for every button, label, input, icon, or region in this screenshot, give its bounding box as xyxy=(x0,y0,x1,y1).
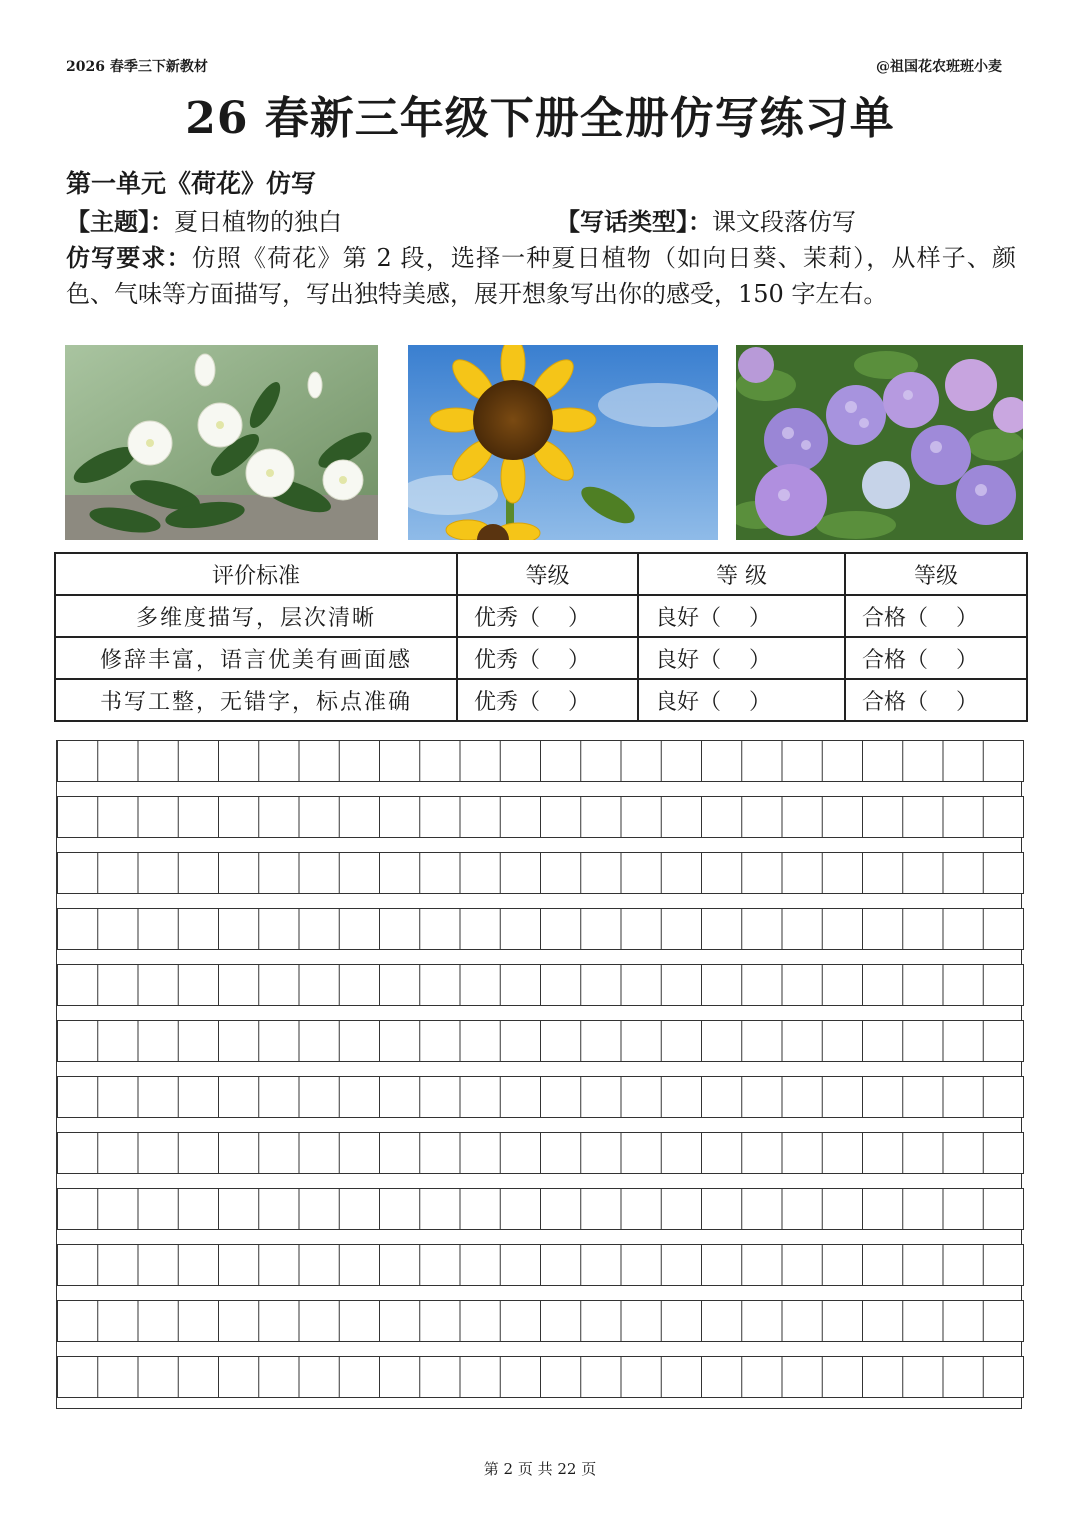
writing-grid[interactable] xyxy=(54,740,1026,1412)
table-row xyxy=(55,595,1027,637)
grid-row-spacer xyxy=(56,1061,1022,1076)
requirement-text: 仿照《荷花》第 2 段，选择一种夏日植物（如向日葵、茉莉），从样子、颜色、气味等方面描写，写出独特美感，展开想象写出你的感受，150 字左右。 xyxy=(66,244,1017,308)
header-right-text: @祖国花农班班小麦 xyxy=(876,59,1002,75)
grid-cells[interactable] xyxy=(56,1132,1024,1174)
grid-row-spacer xyxy=(56,1397,1022,1409)
grid-row[interactable] xyxy=(54,1244,1026,1300)
grid-cells[interactable] xyxy=(56,1244,1024,1286)
grade-good-cell[interactable]: 良好（ ） xyxy=(638,595,845,637)
grid-row-spacer xyxy=(56,1229,1022,1244)
grid-row[interactable] xyxy=(54,740,1026,796)
grid-row[interactable] xyxy=(54,796,1026,852)
grid-row[interactable] xyxy=(54,1020,1026,1076)
grid-row-spacer xyxy=(56,1117,1022,1132)
grid-cells[interactable] xyxy=(56,1356,1024,1398)
grid-cells[interactable] xyxy=(56,908,1024,950)
grade-excellent-cell[interactable]: 优秀（ ） xyxy=(457,637,638,679)
criterion-cell: 书写工整，无错字，标点准确 xyxy=(55,679,457,721)
header-criterion: 评价标准 xyxy=(55,553,457,595)
grade-good-cell[interactable]: 良好（ ） xyxy=(638,637,845,679)
grid-cells[interactable] xyxy=(56,1188,1024,1230)
grid-row[interactable] xyxy=(54,908,1026,964)
grid-row-spacer xyxy=(56,1285,1022,1300)
evaluation-table xyxy=(54,552,1028,722)
criterion-cell: 修辞丰富，语言优美有画面感 xyxy=(55,637,457,679)
sunflower-photo xyxy=(408,345,718,540)
grid-cells[interactable] xyxy=(56,1076,1024,1118)
page-title: 26 春新三年级下册全册仿写练习单 xyxy=(185,93,895,144)
grid-cells[interactable] xyxy=(56,1020,1024,1062)
writing-type-label: 【写话类型】： xyxy=(556,207,712,236)
header-left-text: 2026 春季三下新教材 xyxy=(66,59,208,75)
header-grade-1: 等级 xyxy=(457,553,638,595)
grid-row[interactable] xyxy=(54,1300,1026,1356)
writing-type-value: 课文段落仿写 xyxy=(712,208,856,236)
grid-row[interactable] xyxy=(54,1132,1026,1188)
grade-good-cell[interactable]: 良好（ ） xyxy=(638,679,845,721)
requirement-label: 仿写要求： xyxy=(66,243,192,272)
grid-row-spacer xyxy=(56,949,1022,964)
grid-row[interactable] xyxy=(54,1188,1026,1244)
grid-cells[interactable] xyxy=(56,1300,1024,1342)
page-footer: 第 2 页 共 22 页 xyxy=(483,1460,597,1478)
grid-cells[interactable] xyxy=(56,796,1024,838)
requirement-paragraph xyxy=(66,240,1016,312)
grid-row[interactable] xyxy=(54,852,1026,908)
table-row xyxy=(55,637,1027,679)
theme-label: 【主题】： xyxy=(66,207,174,236)
grade-excellent-cell[interactable]: 优秀（ ） xyxy=(457,595,638,637)
grade-pass-cell[interactable]: 合格（ ） xyxy=(845,637,1027,679)
gardenia-photo xyxy=(65,345,378,540)
grid-row[interactable] xyxy=(54,1356,1026,1412)
criterion-cell: 多维度描写，层次清晰 xyxy=(55,595,457,637)
grid-cells[interactable] xyxy=(56,852,1024,894)
grid-row-spacer xyxy=(56,1005,1022,1020)
grid-row-spacer xyxy=(56,1173,1022,1188)
grid-row-spacer xyxy=(56,837,1022,852)
grid-cells[interactable] xyxy=(56,740,1024,782)
grid-cells[interactable] xyxy=(56,964,1024,1006)
grade-pass-cell[interactable]: 合格（ ） xyxy=(845,679,1027,721)
grid-row[interactable] xyxy=(54,1076,1026,1132)
grade-excellent-cell[interactable]: 优秀（ ） xyxy=(457,679,638,721)
theme-value: 夏日植物的独白 xyxy=(174,208,342,236)
header-grade-3: 等级 xyxy=(845,553,1027,595)
hydrangea-photo xyxy=(736,345,1023,540)
grid-row-spacer xyxy=(56,1341,1022,1356)
grid-row-spacer xyxy=(56,781,1022,796)
table-row xyxy=(55,679,1027,721)
table-header-row xyxy=(55,553,1027,595)
grade-pass-cell[interactable]: 合格（ ） xyxy=(845,595,1027,637)
writing-type-line xyxy=(556,202,856,237)
grid-row-spacer xyxy=(56,893,1022,908)
header-grade-2: 等 级 xyxy=(638,553,845,595)
theme-line xyxy=(66,202,342,237)
grid-row[interactable] xyxy=(54,964,1026,1020)
unit-title: 第一单元《荷花》仿写 xyxy=(66,169,317,198)
